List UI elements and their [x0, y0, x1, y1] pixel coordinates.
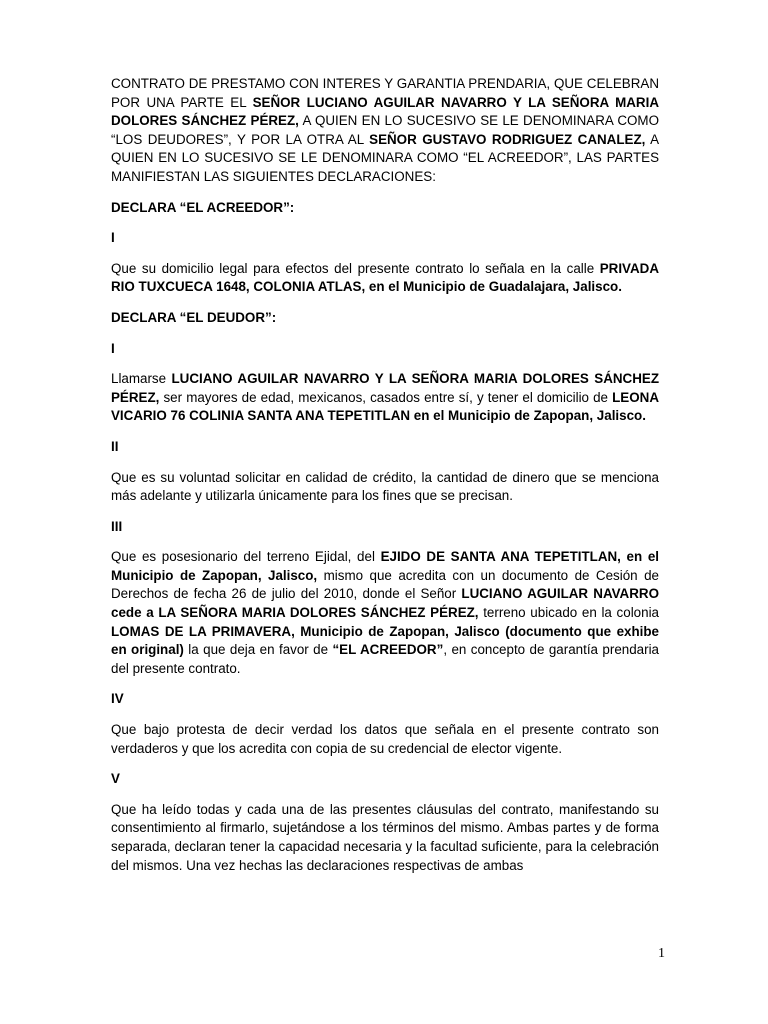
text-run: ser mayores de edad, mexicanos, casados entre sí, y tener el domicilio de: [159, 389, 613, 405]
document-body: [111, 75, 659, 887]
bold-text-run: SEÑOR LUCIANO AGUILAR NAVARRO Y LA SEÑORA MARIA DOLORES SÁNCHEZ PÉREZ,: [111, 94, 659, 129]
text-run: Que es su voluntad solicitar en calidad de crédito, la cantidad de dinero que se menciona más adelante y utilizarla únicamente para los fines que se precisan.: [111, 469, 659, 504]
bold-text-run: EJIDO DE SANTA ANA TEPETITLAN, en el Municipio de Zapopan, Jalisco,: [111, 549, 659, 583]
deudor-clause-ii-label: II: [111, 438, 119, 454]
text-run: CONTRATO DE PRESTAMO CON INTERES Y GARANTIA PRENDARIA, QUE CELEBRAN POR UNA PARTE EL: [111, 76, 659, 110]
deudor-clause-ii-text: [111, 469, 659, 506]
text-run: terreno ubicado en la colonia: [478, 605, 659, 621]
bold-text-run: SEÑOR GUSTAVO RODRIGUEZ CANALEZ,: [369, 131, 646, 147]
text-run: mismo que acredita con un documento de Cesión de Derechos de fecha 26 de julio del 2010, donde el Señor: [111, 567, 659, 602]
text-run: A QUIEN EN LO SUCESIVO SE LE DENOMINARA COMO “EL ACREEDOR”, LAS PARTES MANIFIESTAN LAS SIGUIENTES DECLARACIONES:: [111, 131, 659, 184]
deudor-clause-v-text: [111, 801, 659, 875]
deudor-clause-iii-text: [111, 548, 659, 678]
deudor-clause-iii-label: III: [111, 518, 123, 534]
bold-text-run: LUCIANO AGUILAR NAVARRO Y LA SEÑORA MARIA DOLORES SÁNCHEZ PÉREZ,: [111, 371, 659, 405]
bold-text-run: LUCIANO AGUILAR NAVARRO cede a LA SEÑORA MARIA DOLORES SÁNCHEZ PÉREZ,: [111, 586, 659, 621]
acreedor-clause-i-text: [111, 260, 659, 297]
text-run: , en concepto de garantía prendaria del presente contrato.: [111, 642, 659, 676]
deudor-clause-i-text: [111, 370, 659, 426]
text-run: A QUIEN EN LO SUCESIVO SE LE DENOMINARA COMO “LOS DEUDORES”, Y POR LA OTRA AL: [111, 113, 660, 147]
deudor-clause-v-label: V: [111, 771, 120, 787]
bold-text-run: PRIVADA RIO TUXCUECA 1648, COLONIA ATLAS, en el Municipio de Guadalajara, Jalisco.: [111, 260, 659, 295]
contract-intro-paragraph: [111, 75, 659, 187]
acreedor-clause-i-label: I: [111, 230, 115, 246]
text-run: Que bajo protesta de decir verdad los datos que señala en el presente contrato son verdaderos y que los acredita con copia de su credencial de elector vigente.: [111, 722, 659, 756]
text-run: Llamarse: [111, 371, 172, 387]
text-run: la que deja en favor de: [183, 642, 333, 658]
text-run: Que su domicilio legal para efectos del presente contrato lo señala en la calle: [111, 260, 600, 276]
bold-text-run: LOMAS DE LA PRIMAVERA, Municipio de Zapopan, Jalisco (documento que exhibe en original): [111, 623, 659, 658]
bold-text-run: “EL ACREEDOR”: [332, 642, 444, 658]
acreedor-declaration-heading: DECLARA “EL ACREEDOR”:: [111, 199, 295, 215]
text-run: Que es posesionario del terreno Ejidal, del: [111, 549, 381, 565]
deudor-declaration-heading: DECLARA “EL DEUDOR”:: [111, 309, 277, 325]
text-run: Que ha leído todas y cada una de las presentes cláusulas del contrato, manifestando su consentimiento al firmarlo, sujetándose a los términos del mismo. Ambas partes y de forma separada, declaran tener la capacidad necesaria y la facultad suficiente, para la celebración del mismos. Una vez hechas las declaraciones respectivas de ambas: [111, 801, 659, 873]
page-number: 1: [658, 946, 665, 961]
deudor-clause-iv-text: [111, 721, 659, 758]
deudor-clause-iv-label: IV: [111, 691, 124, 707]
deudor-clause-i-label: I: [111, 340, 115, 356]
bold-text-run: LEONA VICARIO 76 COLINIA SANTA ANA TEPETITLAN en el Municipio de Zapopan, Jalisco.: [111, 389, 659, 424]
